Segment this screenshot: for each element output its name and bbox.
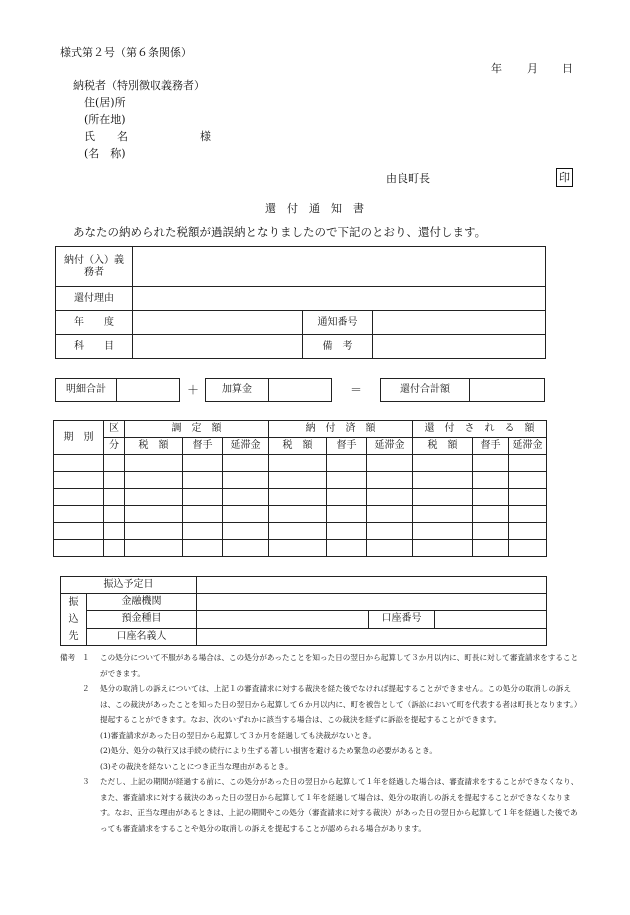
- payer-label-cell: [56, 247, 133, 287]
- company-name-label: (名 称): [84, 147, 126, 160]
- addition-box: [205, 378, 332, 402]
- assessed-tax-header: 税 額: [125, 438, 183, 455]
- reason-value: [133, 287, 546, 311]
- scheduled-date-label: 振込予定日: [61, 577, 197, 594]
- transfer-table: [60, 576, 547, 646]
- kubun-header-1: 区: [104, 421, 125, 438]
- bank-value: [197, 594, 547, 611]
- table-row: [54, 489, 547, 506]
- addition-label: 加算金: [206, 379, 269, 401]
- note-3-number: ３: [82, 777, 90, 786]
- notice-no-value: [373, 311, 546, 335]
- account-no-label: 口座番号: [369, 611, 435, 628]
- taxpayer-label: 納税者（特別徴収義務者）: [73, 79, 205, 92]
- intro-text: あなたの納められた税額が過誤納となりましたので下記のとおり、還付します。: [73, 225, 487, 239]
- paid-header: 納 付 済 額: [269, 421, 413, 438]
- form-number: 様式第２号（第６条関係）: [60, 46, 192, 59]
- table-row: [54, 506, 547, 523]
- notes-head: 備考: [60, 653, 76, 662]
- account-type-label: 預金種目: [87, 611, 197, 628]
- name-label: 氏 名: [84, 130, 128, 143]
- note-2-sub-1: (1)審査請求があった日の翌日から起算して３か月を経過しても決裁がないとき。: [100, 730, 377, 740]
- honorific: 様: [200, 130, 211, 143]
- detail-total-label: 明細合計: [56, 379, 117, 401]
- holder-label: 口座名義人: [87, 628, 197, 645]
- detail-total-box: [55, 378, 180, 402]
- refund-total-label: 還付合計額: [381, 379, 470, 401]
- destination-label-1: 振: [68, 597, 79, 608]
- table-row: [54, 455, 547, 472]
- kubun-header-2: 分: [104, 438, 125, 455]
- equals-sign: ＝: [350, 383, 363, 397]
- paid-late-header: 延滞金: [367, 438, 413, 455]
- payer-label-1: 納付（入）義: [64, 254, 124, 266]
- issuer: 由良町長: [386, 172, 430, 185]
- assessed-tokushu-header: 督手: [183, 438, 223, 455]
- note-2-sub-3: (3)その裁決を経ないことにつき正当な理由があるとき。: [100, 761, 293, 771]
- assessed-late-header: 延滞金: [223, 438, 269, 455]
- date-year: 年: [491, 62, 502, 75]
- refunded-header: 還 付 さ れ る 額: [413, 421, 547, 438]
- table-row: [54, 472, 547, 489]
- year-label: 年 度: [56, 311, 133, 335]
- info-table: [55, 246, 546, 359]
- period-header: 期 別: [54, 421, 104, 455]
- destination-label-2: 込: [68, 614, 79, 625]
- remarks-label: 備 考: [303, 335, 373, 359]
- notice-no-label: 通知番号: [303, 311, 373, 335]
- payer-label-2: 務者: [84, 266, 104, 278]
- year-value: [133, 311, 303, 335]
- table-row: [54, 540, 547, 557]
- subject-label: 科 目: [56, 335, 133, 359]
- reason-label: 還付理由: [56, 287, 133, 311]
- note-2-number: ２: [82, 684, 90, 693]
- note-2-sub-2: (2)処分、処分の執行又は手続の続行により生ずる著しい損害を避けるため緊急の必要があるとき。: [100, 746, 437, 755]
- date-month: 月: [527, 62, 538, 75]
- plus-sign: ＋: [187, 383, 200, 397]
- detail-table: [53, 420, 547, 557]
- assessed-header: 調 定 額: [125, 421, 269, 438]
- refund-total-box: [380, 378, 545, 402]
- note-2-text: 処分の取消しの訴えについては、上記１の審査請求に対する裁決を経た後でなければ提起することができません。この処分の取消しの訴えは、この裁決があったことを知った日の翌日から起算して６か月以内に、町を被告として（訴訟において町を代表する者は町長となります。）提起することができます。なお、次のいずれかに該当する場合は、この裁決を経ずに訴訟を提起することができます。: [100, 684, 578, 724]
- note-1-text: この処分について不服がある場合は、この処分があったことを知った日の翌日から起算して３か月以内に、町長に対して審査請求をすることができます。: [100, 653, 579, 678]
- subject-value: [133, 335, 303, 359]
- document-title: 還 付 通 知 書: [265, 202, 364, 215]
- refund-tax-header: 税 額: [413, 438, 473, 455]
- note-1-number: １: [82, 653, 90, 662]
- address-label: 住(居)所: [84, 96, 126, 109]
- holder-value: [197, 628, 547, 645]
- seal-mark: 印: [556, 168, 573, 187]
- refund-tokushu-header: 督手: [473, 438, 509, 455]
- scheduled-date-value: [197, 577, 547, 594]
- paid-tokushu-header: 督手: [327, 438, 367, 455]
- bank-label: 金融機関: [87, 594, 197, 611]
- paid-tax-header: 税 額: [269, 438, 327, 455]
- location-label: (所在地): [84, 113, 126, 126]
- payer-value: [133, 247, 546, 287]
- notes-section: [60, 650, 580, 836]
- refund-late-header: 延滞金: [509, 438, 547, 455]
- destination-label: [61, 594, 87, 646]
- account-type-value: [197, 611, 369, 628]
- remarks-value: [373, 335, 546, 359]
- note-3-text: ただし、上記の期間が経過する前に、この処分があった日の翌日から起算して１年を経過した場合は、審査請求をすることができなくなり、また、審査請求に対する裁決のあった日の翌日から起算して１年を経過して場合は、処分の取消しの訴えを提起することができなくなります。なお、正当な理由があるときは、上記の期間やこの処分（審査請求に対する裁決）があった日の翌日から起算して１年を経過した後であっても審査請求をすることや処分の取消しの訴えを提起することが認められる場合があります。: [100, 777, 579, 833]
- destination-label-3: 先: [68, 631, 79, 642]
- account-no-value: [435, 611, 547, 628]
- date-day: 日: [562, 62, 573, 75]
- table-row: [54, 523, 547, 540]
